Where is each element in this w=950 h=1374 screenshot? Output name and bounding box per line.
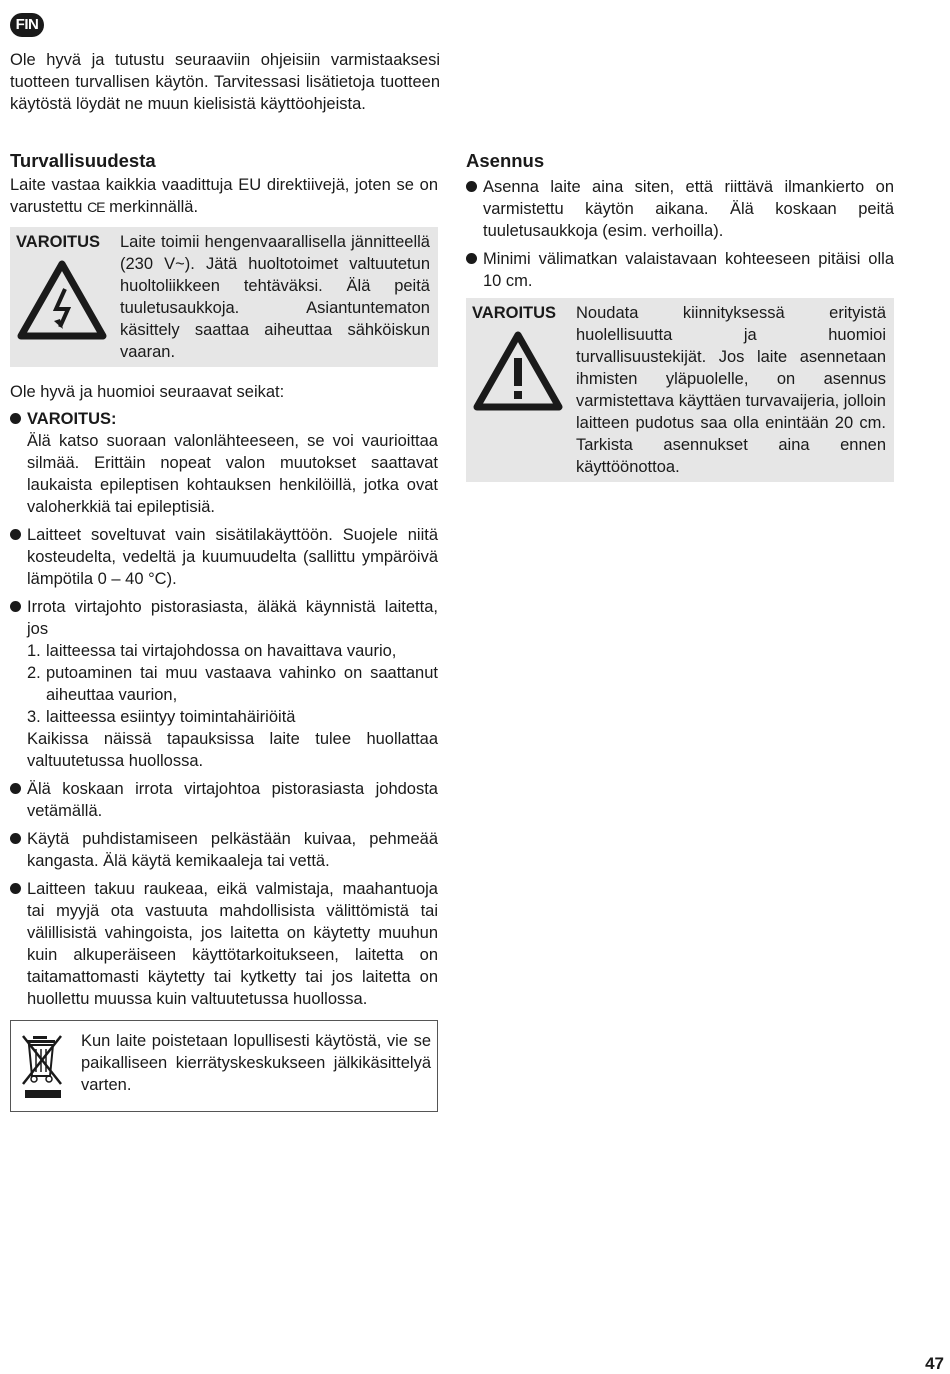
- sublist-item: [27, 640, 438, 662]
- bullet-text: Älä koskaan irrota virtajohtoa pistorasiasta johdosta vetämällä.: [27, 780, 438, 820]
- safety-intro: [10, 174, 438, 218]
- sublist-item: [27, 706, 438, 728]
- installation-section: [466, 148, 894, 482]
- safety-heading: Turvallisuudesta: [10, 150, 156, 171]
- list-item: [10, 828, 438, 872]
- bullet-after-text: Kaikissa näissä tapauksissa laite tulee huollattaa valtuutetussa huollossa.: [27, 730, 438, 770]
- disposal-box: [10, 1020, 438, 1112]
- damage-sublist: [27, 640, 438, 728]
- intro-paragraph: Ole hyvä ja tutustu seuraaviin ohjeisiin varmistaaksesi tuotteen turvallisen käytön. Tarvitessasi lisätietoja tuotteen käytöstä löydät ne muun kielisistä käyttöohjeista.: [10, 51, 440, 113]
- crossed-out-wheelie-bin-icon: [19, 1030, 67, 1102]
- installation-warning-text: Noudata kiinnityksessä erityistä huolellisuutta ja huomioi turvallisuustekijät. Jos laite asennetaan ihmisten yläpuolelle, on asennus varmistettava käyttäen turvavaijeria, jolloin laitteen pudotus saa olla enintään 20 cm. Tarkista asennukset aina ennen käyttöönottoa.: [576, 304, 886, 476]
- high-voltage-warning-icon: [16, 259, 108, 341]
- language-badge: FIN: [10, 13, 44, 37]
- list-item: [10, 596, 438, 772]
- bullet-text: Laitteen takuu raukeaa, eikä valmistaja, maahantuoja tai myyjä ota vastuuta mahdollisista välittömistä tai välillisistä vahingoista, jos laitetta on käytetty muuhun kuin alkuperäiseen käyttötarkoitukseen, laitetta on taitamattomasti käytetty tai kytketty tai jos laitetta on huollettu muussa kuin valtuutetussa huollossa.: [27, 880, 438, 1008]
- voltage-warning-box: [10, 227, 438, 367]
- sublist-text: laitteessa esiintyy toimintahäiriöitä: [46, 708, 296, 726]
- bullet-text: Laitteet soveltuvat vain sisätilakäyttöön. Suojele niitä kosteudelta, vedeltä ja kuumuudelta (sallittu ympäröivä lämpötila 0 – 40 °C).: [27, 526, 438, 588]
- sublist-text: putoaminen tai muu vastaava vahinko on saattanut aiheuttaa vaurion,: [46, 664, 438, 704]
- voltage-warning-text: Laite toimii hengenvaarallisella jännitteellä (230 V~). Jätä huoltotoimet valtuutetun huoltoliikkeen tehtäväksi. Älä peitä tuuletusaukkoja. Asiantuntematon käsittely saattaa aiheuttaa sähköiskun vaaran.: [120, 233, 430, 361]
- safety-bullet-list: [10, 408, 438, 1010]
- sublist-number: 2.: [27, 664, 41, 682]
- exclamation-warning-icon: [472, 330, 564, 412]
- bullet-text: Käytä puhdistamiseen pelkästään kuivaa, pehmeää kangasta. Älä käytä kemikaaleja tai vettä.: [27, 830, 438, 870]
- disposal-text: Kun laite poistetaan lopullisesti käytöstä, vie se paikalliseen kierrätyskeskukseen jälkikäsittelyä varten.: [81, 1032, 431, 1094]
- bullet-text: Irrota virtajohto pistorasiasta, äläkä käynnistä laitetta, jos: [27, 598, 438, 638]
- safety-text-after-mark: merkinnällä.: [109, 198, 199, 216]
- sublist-number: 3.: [27, 708, 41, 726]
- bullet-strong-label: VAROITUS:: [27, 410, 117, 428]
- sublist-item: [27, 662, 438, 706]
- installation-heading: Asennus: [466, 150, 545, 171]
- warning-label: VAROITUS: [16, 233, 101, 251]
- installation-bullet-list: [466, 176, 894, 292]
- ce-mark: CE: [87, 199, 105, 215]
- list-item: [10, 524, 438, 590]
- notice-lead: Ole hyvä ja huomioi seuraavat seikat:: [10, 383, 285, 401]
- bullet-text: Älä katso suoraan valonlähteeseen, se voi vaurioittaa silmää. Erittäin nopeat valon muutokset saattavat laukaista epileptisen kohtauksen henkilöillä, jotka ovat valoherkkiä tai epileptisiä.: [27, 432, 438, 516]
- safety-text-before-mark: Laite vastaa kaikkia vaadittuja EU direktiivejä, joten se on varustettu: [10, 176, 438, 216]
- list-item: Minimi välimatkan valaistavaan kohteeseen pitäisi olla 10 cm.: [466, 248, 894, 292]
- list-item: [10, 778, 438, 822]
- list-item: [10, 408, 438, 518]
- page-number: 47: [925, 1354, 944, 1373]
- installation-warning-box: [466, 298, 894, 482]
- list-item: Asenna laite aina siten, että riittävä ilmankierto on varmistettu käytön aikana. Älä koskaan peitä tuuletusaukkoja (esim. verhoilla).: [466, 176, 894, 242]
- list-item: [10, 878, 438, 1010]
- warning-label: VAROITUS: [472, 304, 557, 322]
- sublist-text: laitteessa tai virtajohdossa on havaittava vaurio,: [46, 642, 397, 660]
- safety-section: [10, 148, 438, 1112]
- sublist-number: 1.: [27, 642, 41, 660]
